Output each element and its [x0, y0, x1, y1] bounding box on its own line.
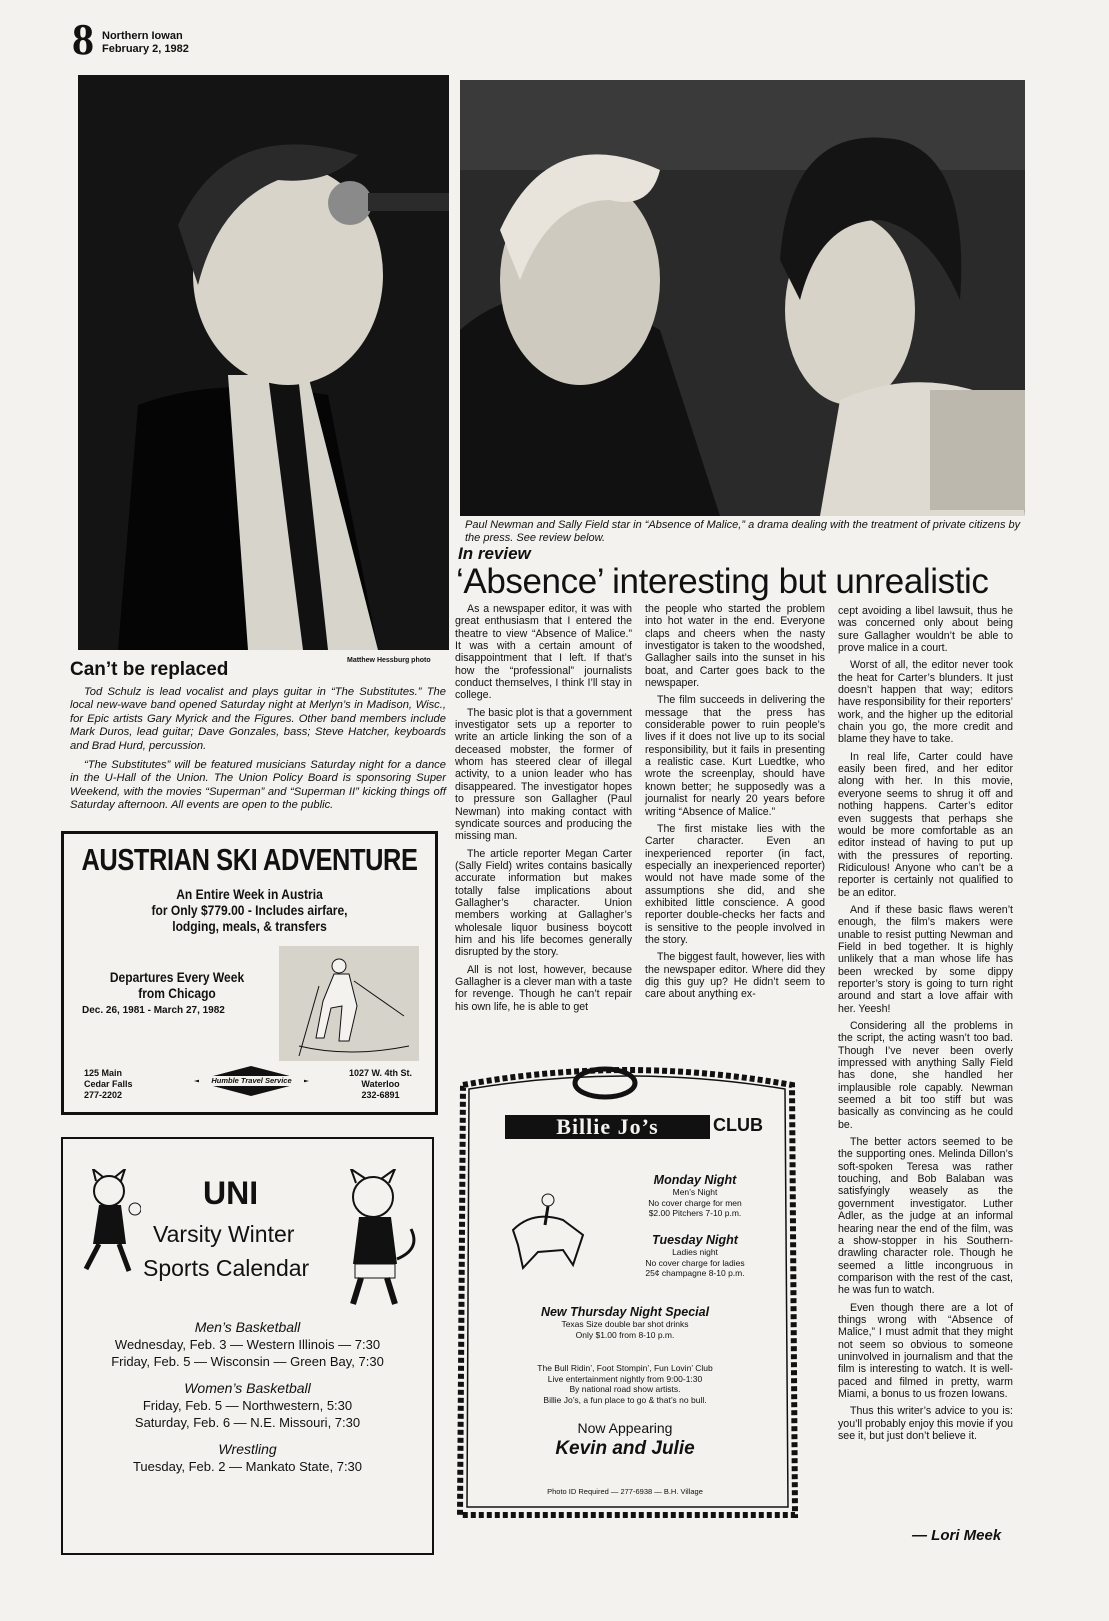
photo-caption: Paul Newman and Sally Field star in “Absence of Malice,” a drama dealing with the treatment of private citizens by the press. See review below.: [465, 519, 1021, 544]
review-paragraph: The film succeeds in delivering the message that the press has considerable power to ruin people’s lives if it does not live up to its social responsibility, but it fails in presenting a realistic case. Kurt Luedtke, who wrote the screenplay, should have known better; he supposedly was a journalist for nearly 20 years before writing “Absence of Malice.”: [645, 694, 825, 818]
club-name-banner: Billie Jo’s: [505, 1115, 710, 1139]
ski-ad-line: lodging, meals, & transfers: [172, 918, 327, 934]
ski-ad-line: for Only $779.00 - Includes airfare,: [151, 902, 348, 918]
review-paragraph: The biggest fault, however, lies with the newspaper editor. Where did they dig this guy up? He didn’t seem to care about anything ex-: [645, 951, 825, 1001]
review-column-3: [838, 605, 1013, 1447]
review-paragraph: All is not lost, however, because Gallagher is a clever man with a taste for revenge. Though he can’t repair his own life, he is able to get: [455, 963, 632, 1013]
schedule-heading: Women’s Basketball: [184, 1380, 311, 1396]
photo-credit: Matthew Hessburg photo: [347, 657, 431, 664]
club-label: CLUB: [713, 1115, 763, 1135]
review-paragraph: And if these basic flaws weren’t enough, the film’s makers were unable to resist putting Newman and Field in bed together. It is highly unlikely that a man whose life has been wrecked by some dippy reporter’s story is going to turn right around and start a love affair with her. Yeesh!: [838, 903, 1013, 1015]
movie-still-photo: [460, 80, 1025, 516]
skier-illustration: [279, 946, 419, 1061]
feature-paragraph: Tod Schulz is lead vocalist and plays guitar in “The Substitutes.” The local new-wave band opened Saturday night at Merlyn’s in Madison, Wisc., for Epic artists Gary Myrick and the Figures. Other band members include Mark Duros, lead guitar; Dave Gonzales, bass; Steve Hatcher, keyboards and Brad Hurd, percussion.: [70, 686, 446, 752]
masthead: [102, 30, 189, 56]
ski-adventure-ad: [61, 831, 438, 1115]
feature-paragraph: “The Substitutes” will be featured musicians Saturday night for a dance in the U-Hall of the Union. The Union Policy Board is sponsoring Super Weekend, with the movies “Superman” and “Superman II” kicking things off Saturday afternoon. All events are open to the public.: [70, 759, 446, 812]
schedule-game: Wednesday, Feb. 3 — Western Illinois — 7:30: [114, 1337, 381, 1352]
paper-name: Northern Iowan: [102, 30, 183, 42]
review-paragraph: The better actors seemed to be the supporting ones. Melinda Dillon’s soft-spoken Teresa was rather touching, and Bob Balaban was satisfyingly weasely as the government investigator. Luther Adler, as the judge at an informal hearing near the end of the film, was a show-stopper in his Southern-drawling character role. Though he seemed a little incongruous in comparison with the rest of the cast, he was fun to watch.: [838, 1136, 1013, 1297]
review-paragraph: Worst of all, the editor never took the heat for Carter’s blunders. It just doesn’t happen that way; editors have responsibility for their reporters’ work, and the higher up the editorial chain you go, the more credit and blame they have to take.: [838, 659, 1013, 746]
schedule-game: Friday, Feb. 5 — Northwestern, 5:30: [142, 1398, 353, 1413]
review-paragraph: The article reporter Megan Carter (Sally Field) writes contains basically accurate information but makes totally false implications about Gallagher’s character. Union members working at Gallagher’s wholesale liquor business boycott him and his life becomes generally disrupted by the story.: [455, 847, 632, 959]
singer-photo: [78, 75, 449, 650]
review-paragraph: In real life, Carter could have easily been fired, and her editor along with her. In this movie, everyone seems to shrug it off and nothing happens. Carter’s editor even suggests that perhaps she would be more comfortable as an editor instead of having to put up with the pressures of reporting. Ridiculous! Anyone who can’t be a reporter is certainly not qualified to be an editor.: [838, 750, 1013, 899]
ski-from: from Chicago: [138, 985, 216, 1001]
review-byline: — Lori Meek: [912, 1527, 1002, 1544]
page-number: 8: [72, 15, 94, 64]
ski-right-address: 1027 W. 4th St. Waterloo 232-6891: [349, 1068, 413, 1100]
review-kicker: In review: [458, 544, 531, 563]
feature-text: [70, 686, 446, 819]
review-paragraph: Even though there are a lot of things wrong with “Absence of Malice,” I must admit that they might not seem so obvious to someone uninvolved in journalism and that the film is interesting to watch. It is well-paced and filmed in pretty, warm Miami, a bonus to us frozen Iowans.: [838, 1301, 1013, 1400]
uni-subtitle-1: Varsity Winter: [153, 1221, 295, 1247]
schedule-heading: Men’s Basketball: [194, 1319, 301, 1335]
ski-dates: Dec. 26, 1981 - March 27, 1982: [82, 1005, 225, 1016]
ski-departures: Departures Every Week: [109, 969, 245, 985]
review-paragraph: The first mistake lies with the Carter character. Even an inexperienced reporter (in fact, especially an inexperienced reporter) would not have made some of the assumptions she did, and she exhibited little conscience. A good reporter double-checks her facts and is sensitive to the people involved in the story.: [645, 822, 825, 946]
review-paragraph: cept avoiding a libel lawsuit, thus he was concerned only about being sure Gallagher wouldn’t be able to prove malice in a court.: [838, 605, 1013, 655]
review-paragraph: The basic plot is that a government investigator sets up a reporter to write an article linking the son of a deceased mobster, the former of whom has steered clear of illegal activity, to a union leader who has disappeared. The investigator hopes to pressure son Gallagher (Paul Newman) into making contact with syndicate sources and producing the missing man.: [455, 706, 632, 843]
schedule-game: Saturday, Feb. 6 — N.E. Missouri, 7:30: [134, 1415, 361, 1430]
review-paragraph: the people who started the problem into hot water in the end. Everyone claps and cheers when the nasty investigator is taken to the woodshed, Gallagher sails into the sunset in his boat, and Carter goes back to the newspaper.: [645, 603, 825, 690]
now-appearing: Now Appearing: [577, 1420, 673, 1436]
review-headline: ‘Absence’ interesting but unrealistic: [456, 562, 989, 601]
featured-act: Kevin and Julie: [555, 1438, 695, 1459]
review-paragraph: As a newspaper editor, it was with great enthusiasm that I entered the theatre to view “Absence of Malice.” It was with a certain amount of disappointment that I left. If that’s how the “professional” journalists conduct themselves, I think I’ll stay in college.: [455, 603, 632, 702]
issue-date: February 2, 1982: [102, 43, 189, 55]
review-paragraph: Thus this writer’s advice to you is: you’ll probably enjoy this movie if you see it, but just don’t believe it.: [838, 1405, 1013, 1442]
panther-mascot-icon: [71, 1169, 141, 1279]
schedule-game: Tuesday, Feb. 2 — Mankato State, 7:30: [132, 1459, 363, 1474]
travel-agency-name: Humble Travel Service: [211, 1076, 292, 1085]
travel-agency-logo: [189, 1064, 314, 1098]
review-paragraph: Considering all the problems in the script, the acting wasn’t too bad. Though I’ve never been overly impressed with anything Sally Field has done, she handled her implausible role capably. Newman seemed a bit too stiff but was basically as convincing as he could be.: [838, 1020, 1013, 1131]
ski-ad-line: An Entire Week in Austria: [176, 886, 323, 902]
uni-subtitle-2: Sports Calendar: [143, 1255, 310, 1281]
uni-sports-calendar-ad: [61, 1137, 434, 1555]
uni-schedule: [63, 1309, 432, 1475]
bull-rider-illustration: [503, 1180, 593, 1270]
monday-special: Monday Night Men’s Night No cover charge for men $2.00 Pitchers 7-10 p.m.: [648, 1173, 742, 1218]
panther-mascot-icon: [321, 1169, 421, 1309]
uni-title: UNI: [203, 1175, 259, 1211]
ski-left-address: 125 Main Cedar Falls 277-2202: [84, 1068, 133, 1100]
club-info: The Bull Ridin’, Foot Stompin’, Fun Lovin’ Club Live entertainment nightly from 9:00-1:30 By national road show artists. Billie Jo’s, a fun place to go & that’s no bull.: [537, 1363, 713, 1405]
tuesday-special: Tuesday Night Ladies night No cover charge for ladies 25¢ champagne 8-10 p.m.: [645, 1233, 745, 1278]
schedule-game: Friday, Feb. 5 — Wisconsin — Green Bay, 7:30: [111, 1354, 384, 1369]
feature-title: Can’t be replaced: [70, 659, 229, 680]
schedule-heading: Wrestling: [218, 1441, 277, 1457]
thursday-special: New Thursday Night Special Texas Size double bar shot drinks Only $1.00 from 8-10 p.m.: [540, 1305, 710, 1340]
ski-ad-title: AUSTRIAN SKI ADVENTURE: [81, 842, 418, 877]
club-footer: Photo ID Required — 277-6938 — B.H. Village: [547, 1487, 703, 1496]
review-column-2: [645, 603, 825, 1006]
review-column-1: [455, 603, 632, 1018]
billie-jos-club-ad: [455, 1055, 800, 1530]
